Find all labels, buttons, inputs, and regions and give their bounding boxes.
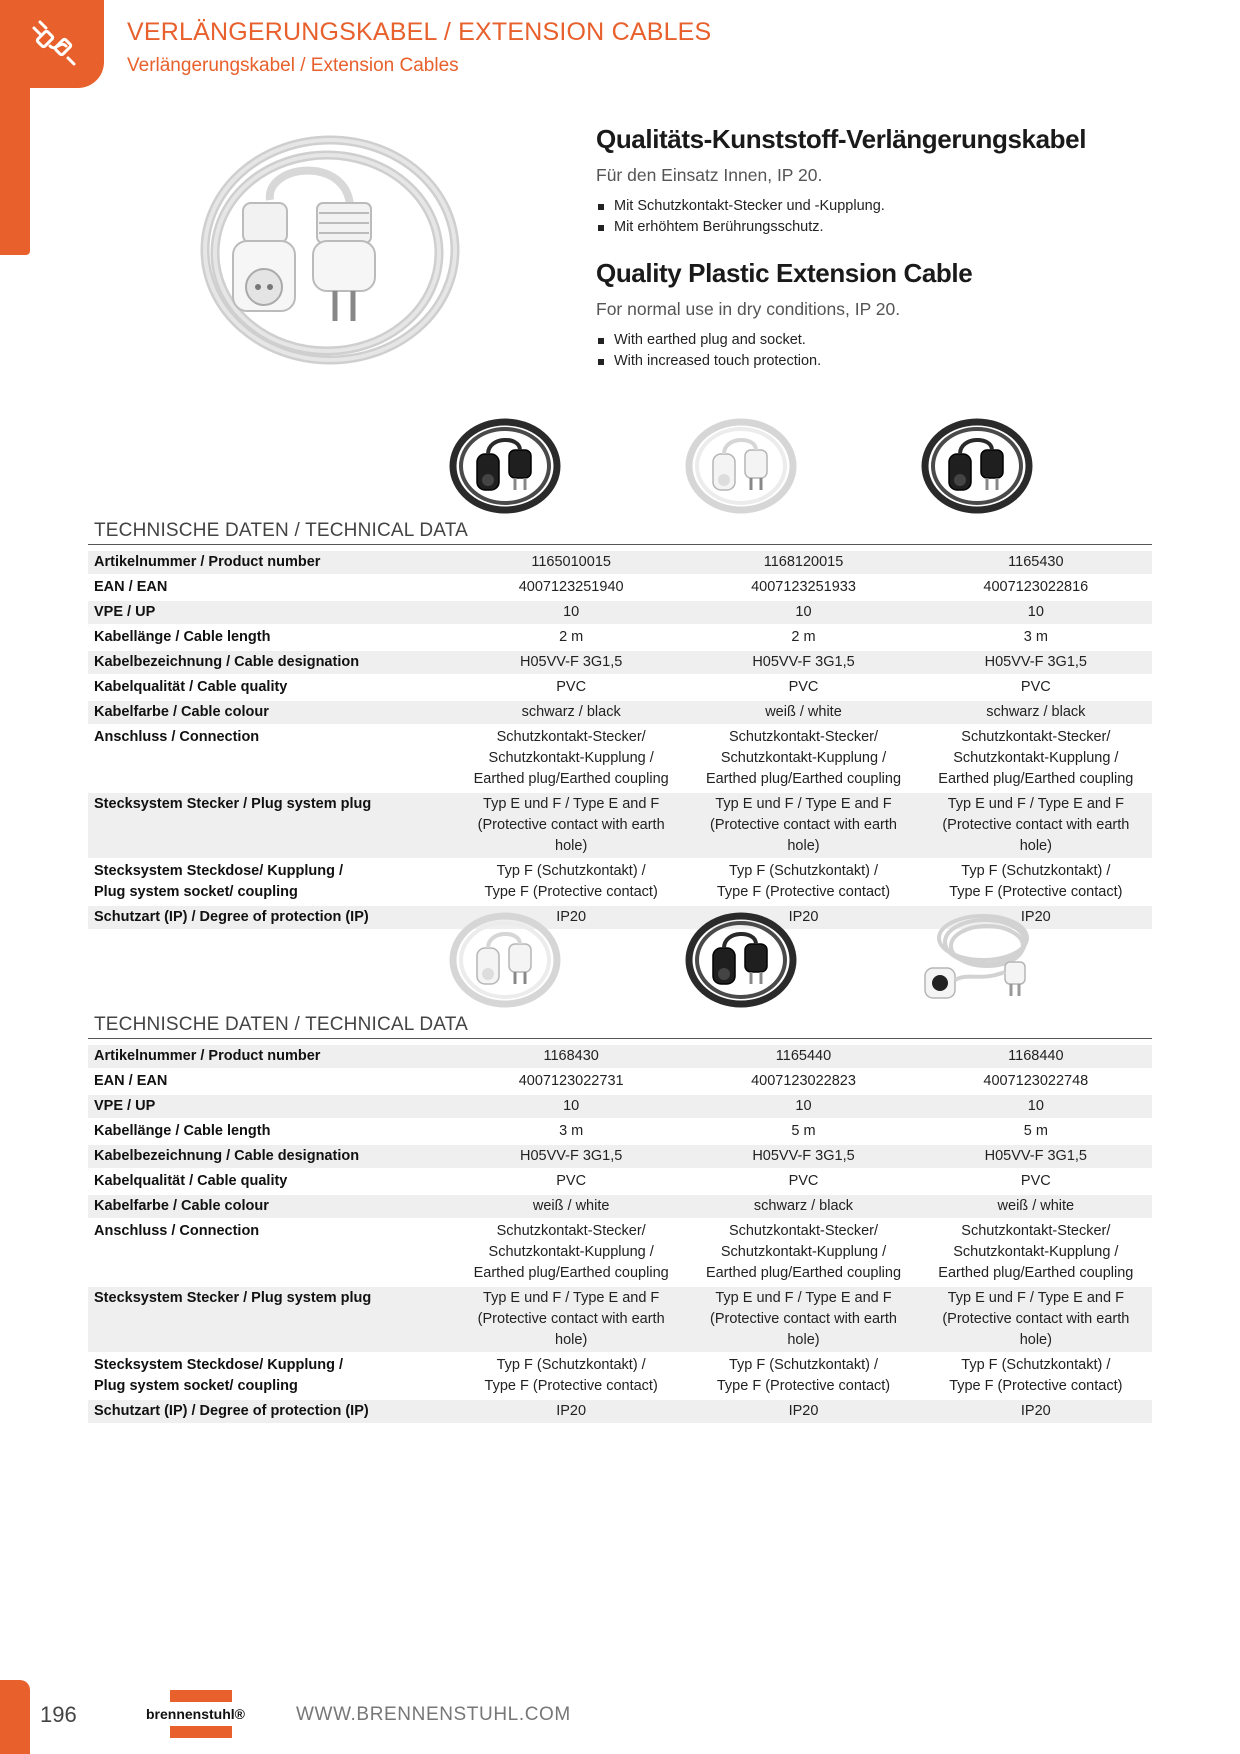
spec-row bbox=[88, 1070, 1152, 1093]
product-title-de: Qualitäts-Kunststoff-Verlängerungskabel bbox=[596, 124, 1087, 154]
spec-value: H05VV-F 3G1,5 bbox=[920, 651, 1152, 674]
spec-value: IP20 bbox=[920, 1400, 1152, 1423]
spec-value: 10 bbox=[920, 1095, 1152, 1118]
product-thumbnail bbox=[447, 912, 563, 1008]
feature-item: With earthed plug and socket. bbox=[596, 330, 1156, 351]
technical-data-title: TECHNISCHE DATEN / TECHNICAL DATA bbox=[88, 1008, 1152, 1039]
spec-value: schwarz / black bbox=[920, 701, 1152, 724]
spec-value: 4007123022823 bbox=[751, 1073, 856, 1089]
spec-label: Artikelnummer / Product number bbox=[88, 551, 455, 574]
product-thumbnail bbox=[447, 418, 563, 514]
spec-value: 1168120015 bbox=[687, 551, 919, 574]
spec-table bbox=[88, 549, 1152, 931]
spec-value: Schutzkontakt-Stecker/ Schutzkontakt-Kupplung / Earthed plug/Earthed coupling bbox=[938, 1223, 1134, 1281]
spec-label: Schutzart (IP) / Degree of protection (IP) bbox=[88, 1400, 455, 1423]
page-category-title: VERLÄNGERUNGSKABEL / EXTENSION CABLES bbox=[127, 18, 712, 46]
brand-logo bbox=[146, 1690, 256, 1740]
spec-row bbox=[88, 651, 1152, 674]
spec-row bbox=[88, 1095, 1152, 1118]
spec-label: Kabellänge / Cable length bbox=[94, 629, 271, 645]
spec-value: Schutzkontakt-Stecker/ Schutzkontakt-Kupplung / Earthed plug/Earthed coupling bbox=[938, 729, 1134, 787]
spec-value: 1165010015 bbox=[455, 551, 687, 574]
spec-value: 1168430 bbox=[455, 1045, 687, 1068]
spec-value: H05VV-F 3G1,5 bbox=[920, 1145, 1152, 1168]
spec-value: Typ F (Schutzkontakt) / Type F (Protective contact) bbox=[716, 863, 891, 900]
spec-label: Schutzart (IP) / Degree of protection (IP) bbox=[88, 906, 455, 929]
product-lead-en: For normal use in dry conditions, IP 20. bbox=[596, 299, 901, 319]
spec-value: weiß / white bbox=[920, 1195, 1152, 1218]
spec-row bbox=[88, 1195, 1152, 1218]
spec-row bbox=[88, 676, 1152, 699]
spec-value: H05VV-F 3G1,5 bbox=[687, 651, 919, 674]
feature-item: Mit erhöhtem Berührungsschutz. bbox=[596, 217, 1156, 238]
spec-label: Artikelnummer / Product number bbox=[88, 1045, 455, 1068]
spec-row bbox=[88, 551, 1152, 574]
spec-value: Typ F (Schutzkontakt) / Type F (Protective contact) bbox=[716, 1357, 891, 1394]
spec-label: VPE / UP bbox=[88, 1095, 455, 1118]
spec-value: IP20 bbox=[455, 1400, 687, 1423]
spec-value: 2 m bbox=[791, 629, 816, 645]
spec-row bbox=[88, 1220, 1152, 1285]
spec-value: 5 m bbox=[791, 1123, 816, 1139]
feature-item: Mit Schutzkontakt-Stecker und -Kupplung. bbox=[596, 196, 1156, 217]
footer-tab-accent bbox=[0, 1680, 30, 1754]
spec-value: 10 bbox=[920, 601, 1152, 624]
spec-label: Kabelbezeichnung / Cable designation bbox=[88, 651, 455, 674]
spec-row bbox=[88, 860, 1152, 904]
technical-data-title: TECHNISCHE DATEN / TECHNICAL DATA bbox=[88, 514, 1152, 545]
spec-row bbox=[88, 1287, 1152, 1352]
spec-value: 2 m bbox=[559, 629, 584, 645]
spec-value: IP20 bbox=[687, 1400, 919, 1423]
spec-value: Typ E und F / Type E and F (Protective contact with earth hole) bbox=[687, 1287, 919, 1352]
spec-label: VPE / UP bbox=[88, 601, 455, 624]
spec-value: 4007123251940 bbox=[518, 579, 624, 595]
product-description bbox=[596, 124, 1156, 392]
spec-table-block bbox=[88, 912, 1152, 1425]
hero-product-image bbox=[195, 125, 465, 380]
spec-label: EAN / EAN bbox=[94, 1073, 168, 1089]
spec-value: IP20 bbox=[455, 906, 687, 929]
spec-value: PVC bbox=[1020, 1173, 1051, 1189]
spec-value: Typ F (Schutzkontakt) / Type F (Protective contact) bbox=[484, 1357, 658, 1394]
spec-label: Kabelfarbe / Cable colour bbox=[88, 1195, 455, 1218]
page-category-subtitle: Verlängerungskabel / Extension Cables bbox=[127, 55, 459, 76]
spec-value: Typ E und F / Type E and F (Protective contact with earth hole) bbox=[920, 1287, 1152, 1352]
spec-value: H05VV-F 3G1,5 bbox=[455, 1145, 687, 1168]
logo-bar bbox=[170, 1690, 232, 1702]
spec-label: Kabelqualität / Cable quality bbox=[94, 679, 288, 695]
spec-value: 1165430 bbox=[920, 551, 1152, 574]
spec-label: Anschluss / Connection bbox=[94, 729, 260, 745]
product-thumbnail bbox=[919, 912, 1035, 1008]
spec-value: Schutzkontakt-Stecker/ Schutzkontakt-Kupplung / Earthed plug/Earthed coupling bbox=[705, 729, 902, 787]
spec-row bbox=[88, 701, 1152, 724]
spec-label: Stecksystem Steckdose/ Kupplung / Plug system socket/ coupling bbox=[94, 1357, 343, 1394]
spec-row bbox=[88, 1170, 1152, 1193]
spec-value: Typ E und F / Type E and F (Protective contact with earth hole) bbox=[455, 1287, 687, 1352]
spec-value: 10 bbox=[687, 1095, 919, 1118]
spec-value: Typ F (Schutzkontakt) / Type F (Protective contact) bbox=[484, 863, 658, 900]
product-thumbnails bbox=[88, 418, 1152, 514]
brand-name: brennenstuhl® bbox=[146, 1706, 245, 1722]
product-thumbnail bbox=[683, 912, 799, 1008]
product-thumbnail bbox=[683, 418, 799, 514]
website-link[interactable]: WWW.BRENNENSTUHL.COM bbox=[296, 1704, 571, 1725]
spec-value: IP20 bbox=[687, 906, 919, 929]
spec-value: IP20 bbox=[920, 906, 1152, 929]
product-thumbnails bbox=[88, 912, 1152, 1008]
spec-label: Kabelbezeichnung / Cable designation bbox=[88, 1145, 455, 1168]
spec-value: 3 m bbox=[1023, 629, 1048, 645]
plug-icon bbox=[30, 18, 78, 66]
spec-value: PVC bbox=[788, 679, 819, 695]
spec-value: PVC bbox=[556, 679, 587, 695]
spec-value: 4007123022731 bbox=[518, 1073, 624, 1089]
spec-value: 10 bbox=[455, 1095, 687, 1118]
spec-value: 4007123251933 bbox=[751, 579, 856, 595]
spec-value: H05VV-F 3G1,5 bbox=[455, 651, 687, 674]
spec-label: EAN / EAN bbox=[94, 579, 168, 595]
feature-list-de bbox=[596, 196, 1156, 238]
spec-row bbox=[88, 793, 1152, 858]
spec-value: 4007123022748 bbox=[983, 1073, 1089, 1089]
spec-row bbox=[88, 576, 1152, 599]
logo-bar bbox=[170, 1726, 232, 1738]
spec-value: 1165440 bbox=[687, 1045, 919, 1068]
category-badge bbox=[0, 0, 104, 88]
spec-value: Typ E und F / Type E and F (Protective contact with earth hole) bbox=[687, 793, 919, 858]
spec-row bbox=[88, 1354, 1152, 1398]
spec-row bbox=[88, 601, 1152, 624]
spec-value: PVC bbox=[1020, 679, 1051, 695]
spec-row bbox=[88, 1120, 1152, 1143]
spec-value: H05VV-F 3G1,5 bbox=[687, 1145, 919, 1168]
spec-value: Schutzkontakt-Stecker/ Schutzkontakt-Kupplung / Earthed plug/Earthed coupling bbox=[705, 1223, 902, 1281]
spec-value: schwarz / black bbox=[455, 701, 687, 724]
spec-value: 4007123022816 bbox=[983, 579, 1089, 595]
page-number: 196 bbox=[40, 1702, 77, 1727]
spec-label: Stecksystem Steckdose/ Kupplung / Plug system socket/ coupling bbox=[94, 863, 343, 900]
spec-value: 3 m bbox=[559, 1123, 584, 1139]
spec-row bbox=[88, 1145, 1152, 1168]
spec-label: Stecksystem Stecker / Plug system plug bbox=[88, 793, 455, 858]
spec-value: Typ E und F / Type E and F (Protective contact with earth hole) bbox=[920, 793, 1152, 858]
spec-value: Typ F (Schutzkontakt) / Type F (Protective contact) bbox=[949, 863, 1123, 900]
spec-row bbox=[88, 626, 1152, 649]
spec-value: weiß / white bbox=[687, 701, 919, 724]
product-thumbnail bbox=[919, 418, 1035, 514]
spec-value: 10 bbox=[687, 601, 919, 624]
spec-label: Stecksystem Stecker / Plug system plug bbox=[88, 1287, 455, 1352]
spec-value: weiß / white bbox=[455, 1195, 687, 1218]
spec-value: PVC bbox=[788, 1173, 819, 1189]
spec-value: Schutzkontakt-Stecker/ Schutzkontakt-Kupplung / Earthed plug/Earthed coupling bbox=[473, 729, 669, 787]
product-title-en: Quality Plastic Extension Cable bbox=[596, 258, 973, 288]
spec-label: Kabelqualität / Cable quality bbox=[94, 1173, 288, 1189]
spec-value: Schutzkontakt-Stecker/ Schutzkontakt-Kupplung / Earthed plug/Earthed coupling bbox=[473, 1223, 669, 1281]
feature-list-en bbox=[596, 330, 1156, 372]
feature-item: With increased touch protection. bbox=[596, 351, 1156, 372]
spec-value: 10 bbox=[455, 601, 687, 624]
spec-row bbox=[88, 1400, 1152, 1423]
product-lead-de: Für den Einsatz Innen, IP 20. bbox=[596, 165, 823, 185]
spec-value: PVC bbox=[556, 1173, 587, 1189]
spec-label: Kabelfarbe / Cable colour bbox=[88, 701, 455, 724]
spec-value: schwarz / black bbox=[687, 1195, 919, 1218]
spec-value: Typ F (Schutzkontakt) / Type F (Protective contact) bbox=[949, 1357, 1123, 1394]
spec-value: 1168440 bbox=[920, 1045, 1152, 1068]
spec-value: Typ E und F / Type E and F (Protective contact with earth hole) bbox=[455, 793, 687, 858]
spec-row bbox=[88, 726, 1152, 791]
spec-table-block bbox=[88, 418, 1152, 931]
spec-row bbox=[88, 1045, 1152, 1068]
spec-table bbox=[88, 1043, 1152, 1425]
spec-label: Kabellänge / Cable length bbox=[94, 1123, 271, 1139]
spec-label: Anschluss / Connection bbox=[94, 1223, 260, 1239]
spec-value: 5 m bbox=[1023, 1123, 1048, 1139]
